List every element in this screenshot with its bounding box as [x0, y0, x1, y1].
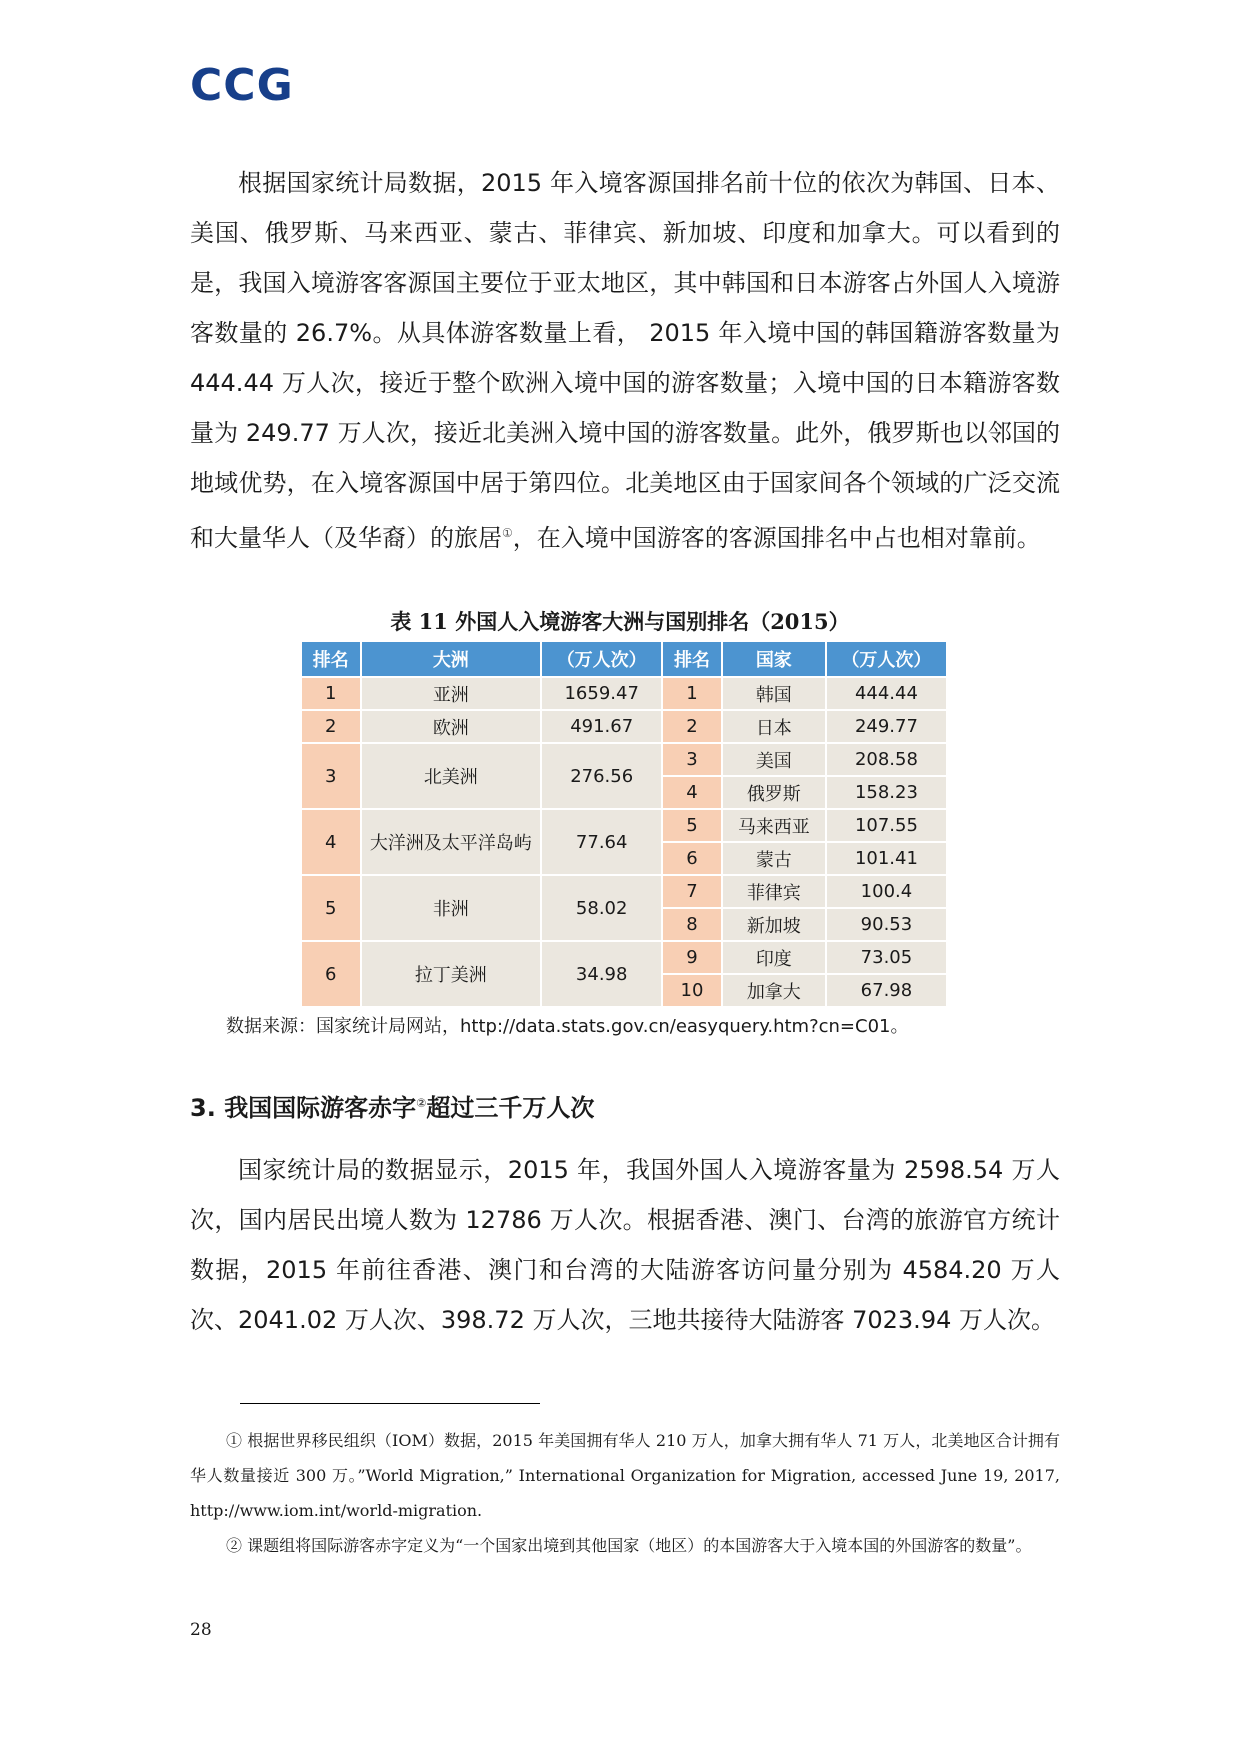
- continent-name-cell: 北美洲: [361, 743, 542, 809]
- country-value-cell: 208.58: [826, 743, 947, 776]
- section-number: 3.: [190, 1094, 216, 1122]
- table-caption: 表 11 外国人入境游客大洲与国别排名（2015）: [390, 609, 850, 634]
- country-rank-cell: 8: [662, 908, 722, 941]
- footnote-1: ① 根据世界移民组织（IOM）数据，2015 年美国拥有华人 210 万人，加拿大拥有华人 71 万人，北美地区合计拥有华人数量接近 300 万。”World Migration,” International Organization for Migration, accessed June 19, 2017, http://www.iom.int/world-migration.: [190, 1431, 1060, 1520]
- continent-value-cell: 58.02: [541, 875, 662, 941]
- continent-value-cell: 491.67: [541, 710, 662, 743]
- table-row: [301, 875, 947, 908]
- continent-value-cell: 34.98: [541, 941, 662, 1007]
- continent-name-cell: 大洋洲及太平洋岛屿: [361, 809, 542, 875]
- table-row: [301, 677, 947, 710]
- country-name-cell: 俄罗斯: [722, 776, 826, 809]
- table-row: [301, 809, 947, 842]
- header-country-rank: 排名: [662, 641, 722, 677]
- country-name-cell: 美国: [722, 743, 826, 776]
- continent-name-cell: 非洲: [361, 875, 542, 941]
- header-country-value: （万人次）: [826, 641, 947, 677]
- country-rank-cell: 5: [662, 809, 722, 842]
- ranking-table: [300, 640, 948, 1008]
- header-country: 国家: [722, 641, 826, 677]
- country-name-cell: 马来西亚: [722, 809, 826, 842]
- country-name-cell: 韩国: [722, 677, 826, 710]
- country-rank-cell: 9: [662, 941, 722, 974]
- country-value-cell: 101.41: [826, 842, 947, 875]
- country-value-cell: 107.55: [826, 809, 947, 842]
- intro-paragraph: [190, 158, 1060, 563]
- country-value-cell: 444.44: [826, 677, 947, 710]
- country-name-cell: 加拿大: [722, 974, 826, 1007]
- country-name-cell: 新加坡: [722, 908, 826, 941]
- continent-rank-cell: 4: [301, 809, 361, 875]
- footnote-2: ② 课题组将国际游客赤字定义为“一个国家出境到其他国家（地区）的本国游客大于入境本国的外国游客的数量”。: [226, 1536, 1032, 1555]
- continent-name-cell: 亚洲: [361, 677, 542, 710]
- country-value-cell: 73.05: [826, 941, 947, 974]
- table-row: [301, 743, 947, 776]
- continent-value-cell: 276.56: [541, 743, 662, 809]
- ccg-logo: CCG: [190, 60, 294, 111]
- country-value-cell: 67.98: [826, 974, 947, 1007]
- country-value-cell: 90.53: [826, 908, 947, 941]
- country-name-cell: 日本: [722, 710, 826, 743]
- continent-rank-cell: 3: [301, 743, 361, 809]
- header-continent-value: （万人次）: [541, 641, 662, 677]
- country-value-cell: 249.77: [826, 710, 947, 743]
- continent-rank-cell: 5: [301, 875, 361, 941]
- intro-text-b: ，在入境中国游客的客源国排名中占也相对靠前。: [512, 524, 1041, 552]
- country-rank-cell: 3: [662, 743, 722, 776]
- footnote-divider: [240, 1403, 540, 1404]
- section-title-b: 超过三千万人次: [426, 1094, 595, 1122]
- country-rank-cell: 6: [662, 842, 722, 875]
- page-number: 28: [190, 1620, 212, 1640]
- header-continent: 大洲: [361, 641, 542, 677]
- country-value-cell: 158.23: [826, 776, 947, 809]
- country-name-cell: 印度: [722, 941, 826, 974]
- continent-value-cell: 1659.47: [541, 677, 662, 710]
- table-header-row: [301, 641, 947, 677]
- continent-value-cell: 77.64: [541, 809, 662, 875]
- continent-name-cell: 拉丁美洲: [361, 941, 542, 1007]
- body-paragraph: 国家统计局的数据显示，2015 年，我国外国人入境游客量为 2598.54 万人次，国内居民出境人数为 12786 万人次。根据香港、澳门、台湾的旅游官方统计数据，2015 年前往香港、澳门和台湾的大陆游客访问量分别为 4584.20 万人次、2041.02 万人次、398.72 万人次，三地共接待大陆游客 7023.94 万人次。: [190, 1156, 1060, 1334]
- country-name-cell: 菲律宾: [722, 875, 826, 908]
- section-title-a: 我国国际游客赤字: [224, 1094, 417, 1122]
- continent-rank-cell: 2: [301, 710, 361, 743]
- footnote-ref-2[interactable]: ②: [416, 1096, 427, 1110]
- table-row: [301, 941, 947, 974]
- country-rank-cell: 10: [662, 974, 722, 1007]
- country-rank-cell: 1: [662, 677, 722, 710]
- country-name-cell: 蒙古: [722, 842, 826, 875]
- table-row: [301, 710, 947, 743]
- section-heading: [190, 1088, 594, 1123]
- continent-name-cell: 欧洲: [361, 710, 542, 743]
- country-rank-cell: 4: [662, 776, 722, 809]
- continent-rank-cell: 6: [301, 941, 361, 1007]
- table-source: 数据来源：国家统计局网站，http://data.stats.gov.cn/easyquery.htm?cn=C01。: [226, 1016, 909, 1037]
- header-continent-rank: 排名: [301, 641, 361, 677]
- country-value-cell: 100.4: [826, 875, 947, 908]
- intro-text-a: 根据国家统计局数据，2015 年入境客源国排名前十位的依次为韩国、日本、美国、俄罗斯、马来西亚、蒙古、菲律宾、新加坡、印度和加拿大。可以看到的是，我国入境游客客源国主要位于亚太地区，其中韩国和日本游客占外国人入境游客数量的 26.7%。从具体游客数量上看， 2015 年入境中国的韩国籍游客数量为 444.44 万人次，接近于整个欧洲入境中国的游客数量；入境中国的日本籍游客数量为 249.77 万人次，接近北美洲入境中国的游客数量。此外，俄罗斯也以邻国的地域优势，在入境客源国中居于第四位。北美地区由于国家间各个领域的广泛交流和大量华人（及华裔）的旅居: [190, 169, 1060, 552]
- country-rank-cell: 7: [662, 875, 722, 908]
- continent-rank-cell: 1: [301, 677, 361, 710]
- footnote-ref-1[interactable]: ①: [502, 526, 513, 540]
- country-rank-cell: 2: [662, 710, 722, 743]
